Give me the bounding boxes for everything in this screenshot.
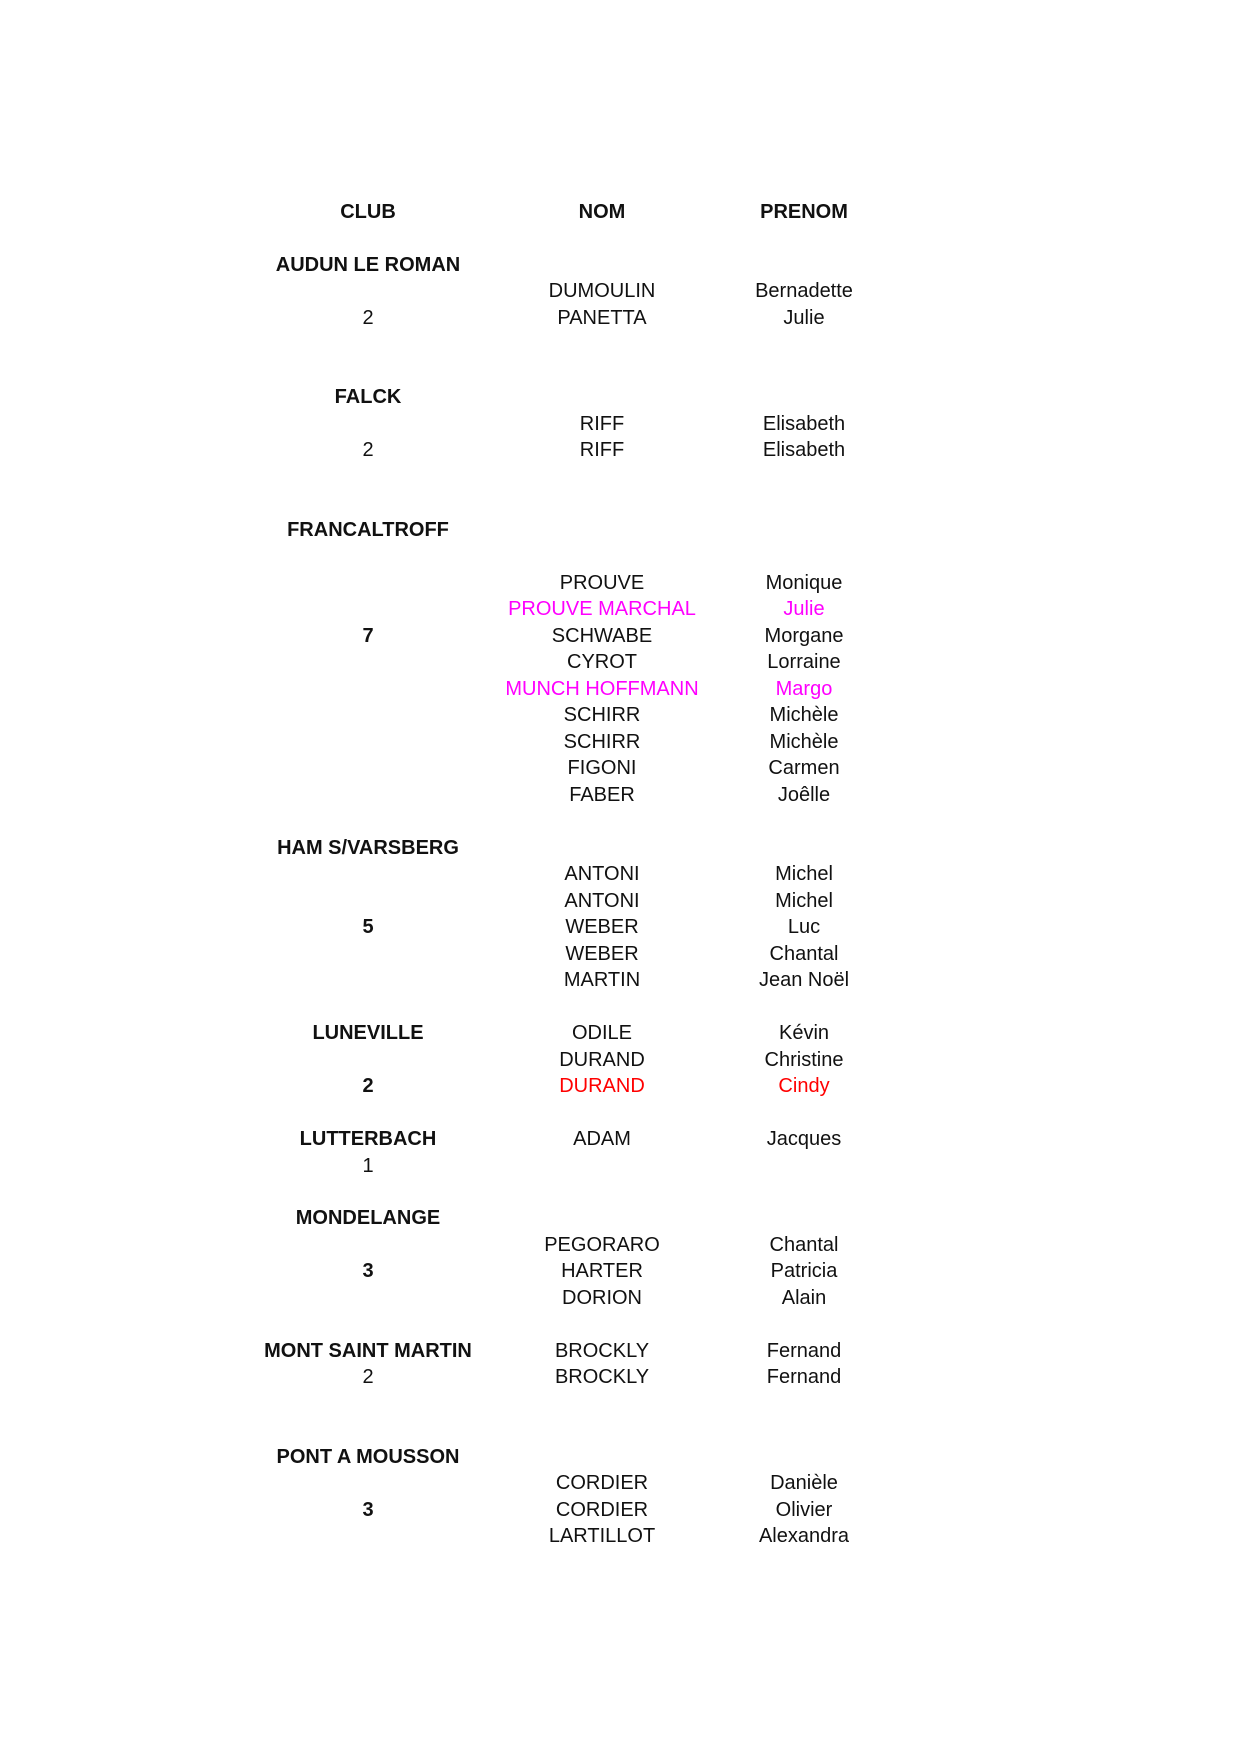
member-prenom: Monique: [765, 572, 843, 594]
member-prenom: Jean Noël: [758, 969, 850, 991]
member-prenom: Chantal: [769, 1234, 839, 1256]
member-nom: RIFF: [579, 439, 625, 461]
member-nom: DURAND: [559, 1049, 645, 1071]
member-nom: FABER: [569, 784, 635, 806]
member-nom: ADAM: [573, 1128, 631, 1150]
club-count: 3: [362, 1499, 374, 1521]
member-nom: BROCKLY: [554, 1340, 650, 1362]
club-name: AUDUN LE ROMAN: [275, 254, 461, 276]
header-nom: NOM: [578, 201, 626, 223]
club-count: 5: [362, 916, 374, 938]
member-nom: WEBER: [565, 943, 639, 965]
member-prenom: Julie: [783, 598, 825, 620]
club-name: LUNEVILLE: [312, 1022, 424, 1044]
member-nom: FIGONI: [567, 757, 637, 779]
member-prenom: Joêlle: [777, 784, 831, 806]
member-nom: CORDIER: [555, 1499, 649, 1521]
member-prenom: Lorraine: [767, 651, 841, 673]
member-prenom: Morgane: [764, 625, 844, 647]
member-nom: PROUVE MARCHAL: [508, 598, 696, 620]
club-count: 7: [362, 625, 374, 647]
member-prenom: Michel: [775, 863, 833, 885]
member-prenom: Carmen: [768, 757, 840, 779]
member-prenom: Alexandra: [758, 1525, 850, 1547]
member-nom: CORDIER: [555, 1472, 649, 1494]
member-nom: CYROT: [567, 651, 637, 673]
member-nom: WEBER: [565, 916, 639, 938]
member-nom: SCHWABE: [551, 625, 653, 647]
member-nom: ANTONI: [564, 890, 640, 912]
member-prenom: Olivier: [775, 1499, 833, 1521]
member-prenom: Elisabeth: [762, 413, 846, 435]
member-prenom: Fernand: [766, 1366, 842, 1388]
member-prenom: Christine: [764, 1049, 844, 1071]
member-nom: DUMOULIN: [548, 280, 656, 302]
member-nom: DURAND: [559, 1075, 645, 1097]
club-name: PONT A MOUSSON: [276, 1446, 460, 1468]
member-nom: LARTILLOT: [548, 1525, 656, 1547]
club-count: 2: [362, 1075, 374, 1097]
header-club: CLUB: [340, 201, 396, 223]
member-nom: PANETTA: [557, 307, 647, 329]
club-count: 3: [362, 1260, 374, 1282]
member-prenom: Julie: [783, 307, 825, 329]
member-prenom: Danièle: [770, 1472, 838, 1494]
member-nom: HARTER: [561, 1260, 643, 1282]
member-prenom: Fernand: [766, 1340, 842, 1362]
member-prenom: Margo: [775, 678, 833, 700]
club-name: FRANCALTROFF: [287, 519, 449, 541]
member-prenom: Michel: [775, 890, 833, 912]
member-nom: DORION: [562, 1287, 642, 1309]
club-name: MONT SAINT MARTIN: [264, 1340, 472, 1362]
club-count: 1: [362, 1155, 374, 1177]
member-prenom: Luc: [787, 916, 821, 938]
club-count: 2: [362, 439, 374, 461]
member-nom: SCHIRR: [563, 731, 641, 753]
club-name: MONDELANGE: [295, 1207, 441, 1229]
member-prenom: Alain: [781, 1287, 827, 1309]
member-nom: ODILE: [571, 1022, 633, 1044]
member-nom: PEGORARO: [544, 1234, 660, 1256]
member-prenom: Michèle: [769, 704, 839, 726]
member-nom: BROCKLY: [554, 1366, 650, 1388]
member-prenom: Patricia: [770, 1260, 838, 1282]
club-count: 2: [362, 307, 374, 329]
club-name: FALCK: [334, 386, 402, 408]
header-prenom: PRENOM: [760, 201, 848, 223]
member-prenom: Chantal: [769, 943, 839, 965]
member-nom: SCHIRR: [563, 704, 641, 726]
member-prenom: Cindy: [778, 1075, 830, 1097]
member-nom: PROUVE: [559, 572, 645, 594]
member-prenom: Kévin: [778, 1022, 830, 1044]
club-count: 2: [362, 1366, 374, 1388]
member-prenom: Michèle: [769, 731, 839, 753]
member-nom: ANTONI: [564, 863, 640, 885]
member-prenom: Elisabeth: [762, 439, 846, 461]
member-nom: MARTIN: [563, 969, 641, 991]
member-prenom: Jacques: [766, 1128, 842, 1150]
club-name: LUTTERBACH: [299, 1128, 437, 1150]
member-nom: RIFF: [579, 413, 625, 435]
member-nom: MUNCH HOFFMANN: [505, 678, 699, 700]
club-name: HAM S/VARSBERG: [277, 837, 459, 859]
member-prenom: Bernadette: [755, 280, 853, 302]
